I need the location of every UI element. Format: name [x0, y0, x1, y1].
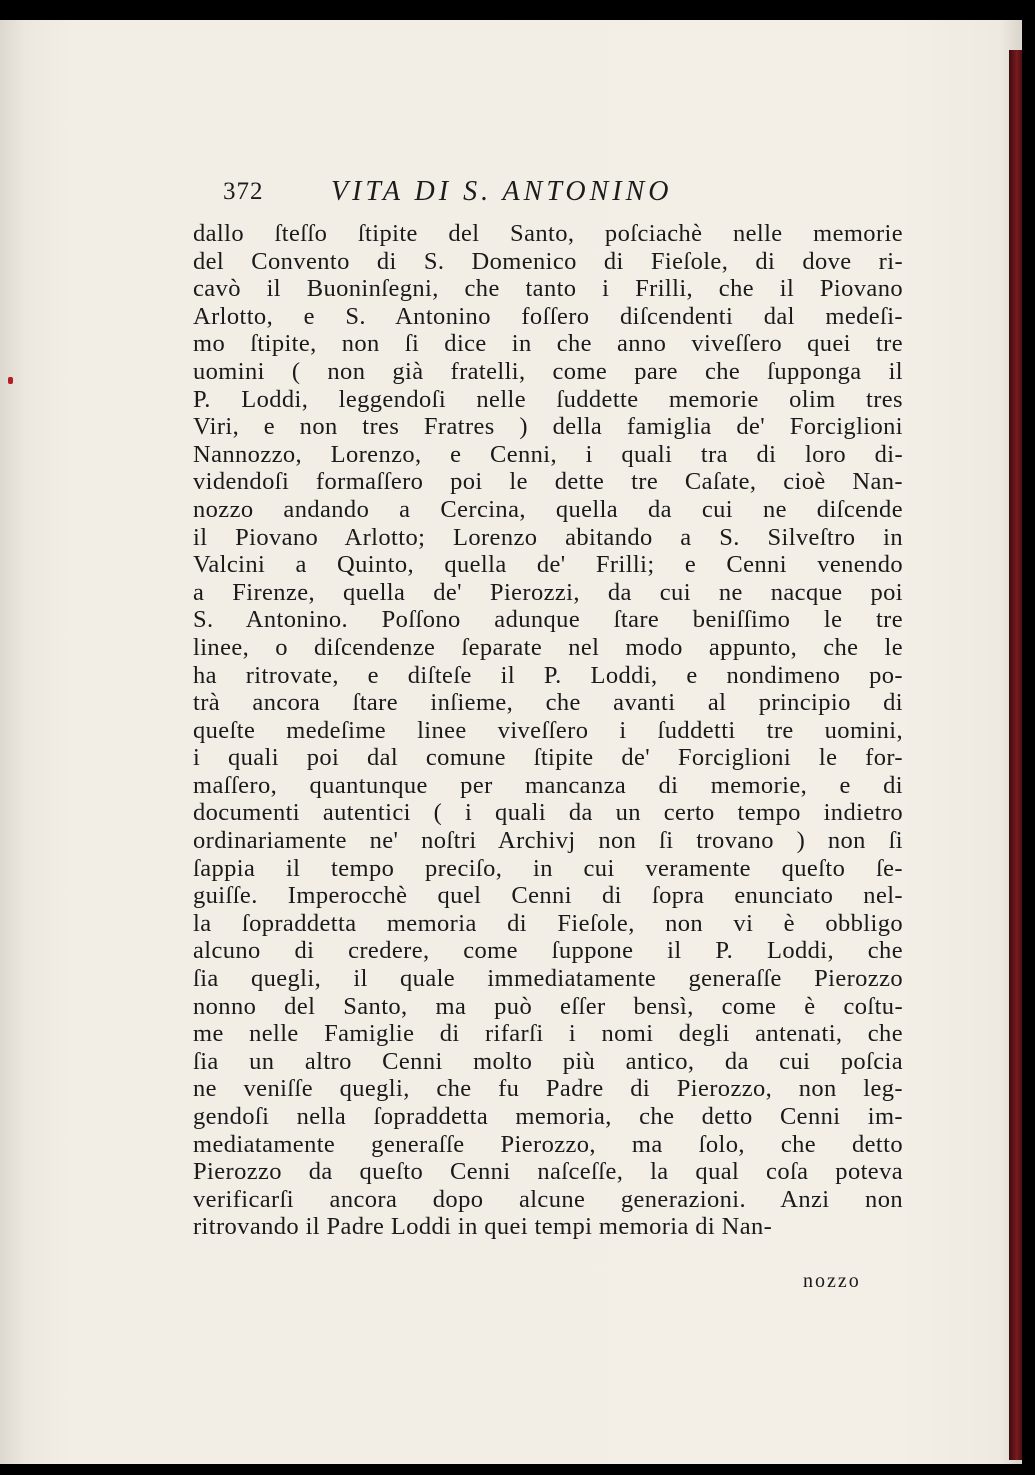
text-line: nonno del Santo, ma può eſſer bensì, come è coſtu-: [193, 992, 903, 1020]
text-line: a Firenze, quella de' Pierozzi, da cui ne nacque poi: [193, 578, 903, 606]
body-text: [193, 220, 903, 1241]
text-line: verificarſi ancora dopo alcune generazioni. Anzi non: [193, 1185, 903, 1213]
text-line: gendoſi nella ſopraddetta memoria, che detto Cenni im-: [193, 1103, 903, 1130]
text-line: ha ritrovate, e diſteſe il P. Loddi, e nondimeno po-: [193, 661, 903, 689]
text-line: ſappia il tempo preciſo, in cui veramente queſto ſe-: [193, 854, 903, 882]
text-line: ne veniſſe quegli, che fu Padre di Pierozzo, non leg-: [193, 1075, 903, 1103]
text-line: mo ſtipite, non ſi dice in che anno viveſſero quei tre: [193, 330, 903, 358]
text-line: il Piovano Arlotto; Lorenzo abitando a S. Silveſtro in: [193, 523, 903, 551]
text-line: Nannozzo, Lorenzo, e Cenni, i quali tra di loro di-: [193, 440, 903, 468]
text-line: mediatamente generaſſe Pierozzo, ma ſolo, che detto: [193, 1130, 903, 1158]
text-line: queſte medeſime linee viveſſero i ſuddetti tre uomini,: [193, 716, 903, 744]
text-line: videndoſi formaſſero poi le dette tre Caſate, cioè Nan-: [193, 468, 903, 496]
text-line: me nelle Famiglie di rifarſi i nomi degli antenati, che: [193, 1020, 903, 1048]
text-line: ſia quegli, il quale immediatamente generaſſe Pierozzo: [193, 965, 903, 993]
text-line: ſia un altro Cenni molto più antico, da cui poſcia: [193, 1047, 903, 1075]
text-line: Valcini a Quinto, quella de' Frilli; e Cenni venendo: [193, 551, 903, 579]
text-line: Viri, e non tres Fratres ) della famiglia de' Forciglioni: [193, 413, 903, 441]
text-line: documenti autentici ( i quali da un certo tempo indietro: [193, 799, 903, 827]
text-line: del Convento di S. Domenico di Fieſole, di dove ri-: [193, 247, 903, 275]
page-number: 372: [223, 178, 264, 205]
book-page: [0, 20, 1022, 1464]
running-header: [193, 178, 893, 218]
text-line: alcuno di credere, come ſuppone il P. Loddi, che: [193, 937, 903, 965]
margin-mark: [8, 377, 13, 384]
text-line: maſſero, quantunque per mancanza di memorie, e di: [193, 771, 903, 799]
text-line: Pierozzo da queſto Cenni naſceſſe, la qual coſa poteva: [193, 1158, 903, 1186]
red-binding-edge: [1009, 50, 1022, 1460]
text-line: trà ancora ſtare inſieme, che avanti al principio di: [193, 689, 903, 717]
text-line: ritrovando il Padre Loddi in quei tempi memoria di Nan-: [193, 1213, 773, 1241]
text-line: cavò il Buoninſegni, che tanto i Frilli, che il Piovano: [193, 275, 903, 303]
text-line: dallo ſteſſo ſtipite del Santo, poſciachè nelle memorie: [193, 220, 903, 247]
text-line: i quali poi dal comune ſtipite de' Forciglioni le for-: [193, 744, 903, 772]
text-line: nozzo andando a Cercina, quella da cui ne diſcende: [193, 495, 903, 523]
text-line: guiſſe. Imperocchè quel Cenni di ſopra enunciato nel-: [193, 882, 903, 910]
running-title: VITA DI S. ANTONINO: [331, 176, 673, 207]
text-line: P. Loddi, leggendoſi nelle ſuddette memorie olim tres: [193, 385, 903, 413]
text-line: linee, o diſcendenze ſeparate nel modo appunto, che le: [193, 633, 903, 661]
text-line: ordinariamente ne' noſtri Archivj non ſi trovano ) non ſi: [193, 827, 903, 855]
text-line: Arlotto, e S. Antonino foſſero diſcendenti dal medeſi-: [193, 302, 903, 330]
text-line: uomini ( non già fratelli, come pare che ſupponga il: [193, 357, 903, 385]
catchword: nozzo: [803, 1270, 861, 1292]
text-line: S. Antonino. Poſſono adunque ſtare beniſſimo le tre: [193, 606, 903, 634]
text-line: la ſopraddetta memoria di Fieſole, non vi è obbligo: [193, 909, 903, 937]
